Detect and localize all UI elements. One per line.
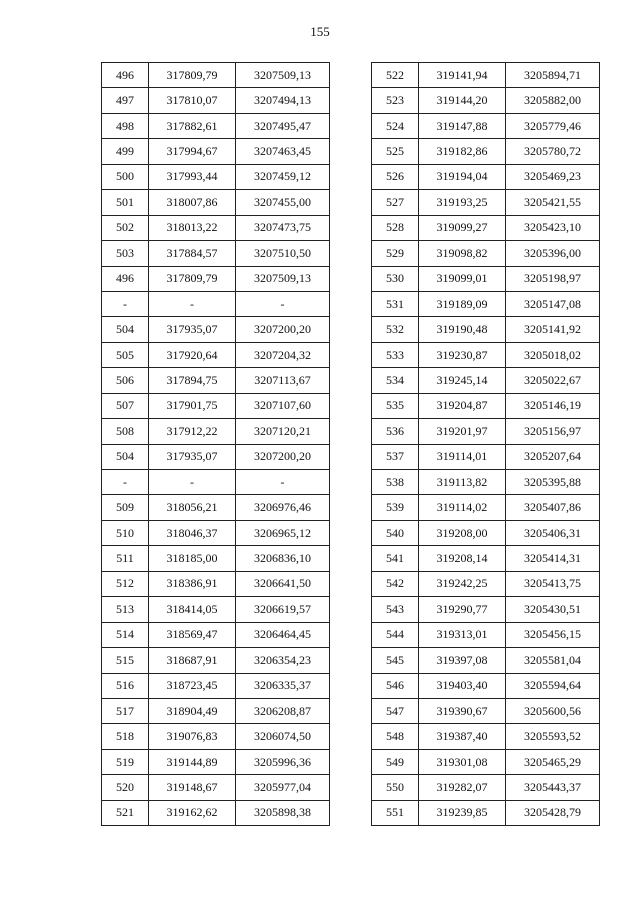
table-body	[372, 63, 600, 826]
table-row	[372, 139, 600, 164]
point-number-cell: 514	[102, 622, 149, 647]
table-row	[372, 495, 600, 520]
y-coordinate-cell: 3205882,00	[506, 88, 600, 113]
table-row	[102, 749, 330, 774]
point-number-cell: 521	[102, 800, 149, 825]
table-row	[102, 597, 330, 622]
x-coordinate-cell: 319390,67	[419, 698, 506, 723]
table-row	[372, 546, 600, 571]
x-coordinate-cell: 319144,20	[419, 88, 506, 113]
point-number-cell: 525	[372, 139, 419, 164]
table-row	[102, 444, 330, 469]
x-coordinate-cell: 319099,01	[419, 266, 506, 291]
y-coordinate-cell: 3205413,75	[506, 571, 600, 596]
y-coordinate-cell: 3205396,00	[506, 241, 600, 266]
point-number-cell: 551	[372, 800, 419, 825]
x-coordinate-cell: 317882,61	[149, 113, 236, 138]
x-coordinate-cell: 319190,48	[419, 317, 506, 342]
point-number-cell: 543	[372, 597, 419, 622]
point-number-cell: 536	[372, 419, 419, 444]
table-row	[102, 393, 330, 418]
point-number-cell: 509	[102, 495, 149, 520]
y-coordinate-cell: 3205423,10	[506, 215, 600, 240]
table-row	[102, 342, 330, 367]
table-row	[372, 775, 600, 800]
y-coordinate-cell: 3206335,37	[236, 673, 330, 698]
point-number-cell: 504	[102, 317, 149, 342]
x-coordinate-cell: 317810,07	[149, 88, 236, 113]
point-number-cell: 504	[102, 444, 149, 469]
point-number-cell: -	[102, 470, 149, 495]
point-number-cell: 547	[372, 698, 419, 723]
x-coordinate-cell: 318569,47	[149, 622, 236, 647]
point-number-cell: 496	[102, 266, 149, 291]
point-number-cell: 511	[102, 546, 149, 571]
y-coordinate-cell: 3205018,02	[506, 342, 600, 367]
point-number-cell: 548	[372, 724, 419, 749]
table-row	[102, 63, 330, 88]
x-coordinate-cell: 317920,64	[149, 342, 236, 367]
y-coordinate-cell: 3205996,36	[236, 749, 330, 774]
x-coordinate-cell: 319114,02	[419, 495, 506, 520]
x-coordinate-cell: 317993,44	[149, 164, 236, 189]
coordinates-table-left	[101, 62, 330, 826]
point-number-cell: 516	[102, 673, 149, 698]
table-row	[102, 571, 330, 596]
x-coordinate-cell: 317884,57	[149, 241, 236, 266]
table-row	[372, 597, 600, 622]
table-row	[102, 139, 330, 164]
x-coordinate-cell: 319239,85	[419, 800, 506, 825]
x-coordinate-cell: 318007,86	[149, 190, 236, 215]
table-row	[372, 571, 600, 596]
y-coordinate-cell: 3205147,08	[506, 291, 600, 316]
x-coordinate-cell: -	[149, 470, 236, 495]
x-coordinate-cell: 319144,89	[149, 749, 236, 774]
x-coordinate-cell: 319387,40	[419, 724, 506, 749]
x-coordinate-cell: 317809,79	[149, 266, 236, 291]
table-row	[102, 775, 330, 800]
table-row	[372, 470, 600, 495]
point-number-cell: 535	[372, 393, 419, 418]
x-coordinate-cell: 319114,01	[419, 444, 506, 469]
point-number-cell: 538	[372, 470, 419, 495]
y-coordinate-cell: 3205456,15	[506, 622, 600, 647]
point-number-cell: 498	[102, 113, 149, 138]
point-number-cell: 529	[372, 241, 419, 266]
point-number-cell: 496	[102, 63, 149, 88]
x-coordinate-cell: 319194,04	[419, 164, 506, 189]
table-row	[372, 673, 600, 698]
x-coordinate-cell: 317901,75	[149, 393, 236, 418]
x-coordinate-cell: 318904,49	[149, 698, 236, 723]
x-coordinate-cell: 319182,86	[419, 139, 506, 164]
x-coordinate-cell: 319193,25	[419, 190, 506, 215]
x-coordinate-cell: 319245,14	[419, 368, 506, 393]
point-number-cell: 527	[372, 190, 419, 215]
y-coordinate-cell: 3207509,13	[236, 63, 330, 88]
y-coordinate-cell: 3205581,04	[506, 648, 600, 673]
page-number: 155	[310, 24, 330, 39]
y-coordinate-cell: 3207510,50	[236, 241, 330, 266]
x-coordinate-cell: -	[149, 291, 236, 316]
x-coordinate-cell: 319076,83	[149, 724, 236, 749]
y-coordinate-cell: 3206464,45	[236, 622, 330, 647]
y-coordinate-cell: 3205779,46	[506, 113, 600, 138]
x-coordinate-cell: 317894,75	[149, 368, 236, 393]
x-coordinate-cell: 319099,27	[419, 215, 506, 240]
point-number-cell: -	[102, 291, 149, 316]
y-coordinate-cell: 3207200,20	[236, 444, 330, 469]
point-number-cell: 546	[372, 673, 419, 698]
point-number-cell: 497	[102, 88, 149, 113]
table-row	[372, 520, 600, 545]
x-coordinate-cell: 319403,40	[419, 673, 506, 698]
x-coordinate-cell: 319141,94	[419, 63, 506, 88]
point-number-cell: 524	[372, 113, 419, 138]
point-number-cell: 522	[372, 63, 419, 88]
x-coordinate-cell: 319147,88	[419, 113, 506, 138]
x-coordinate-cell: 319242,25	[419, 571, 506, 596]
table-row	[372, 113, 600, 138]
x-coordinate-cell: 317935,07	[149, 444, 236, 469]
point-number-cell: 503	[102, 241, 149, 266]
table-row	[372, 419, 600, 444]
y-coordinate-cell: 3205198,97	[506, 266, 600, 291]
y-coordinate-cell: 3205465,29	[506, 749, 600, 774]
table-row	[372, 724, 600, 749]
y-coordinate-cell: 3207107,60	[236, 393, 330, 418]
y-coordinate-cell: 3205414,31	[506, 546, 600, 571]
table-row	[372, 444, 600, 469]
x-coordinate-cell: 317935,07	[149, 317, 236, 342]
x-coordinate-cell: 319148,67	[149, 775, 236, 800]
table-row	[372, 648, 600, 673]
x-coordinate-cell: 318046,37	[149, 520, 236, 545]
table-row	[102, 673, 330, 698]
y-coordinate-cell: 3206354,23	[236, 648, 330, 673]
point-number-cell: 505	[102, 342, 149, 367]
x-coordinate-cell: 319282,07	[419, 775, 506, 800]
point-number-cell: 515	[102, 648, 149, 673]
x-coordinate-cell: 319098,82	[419, 241, 506, 266]
y-coordinate-cell: 3207473,75	[236, 215, 330, 240]
point-number-cell: 534	[372, 368, 419, 393]
y-coordinate-cell: -	[236, 470, 330, 495]
table-row	[372, 291, 600, 316]
x-coordinate-cell: 319204,87	[419, 393, 506, 418]
table-row	[372, 215, 600, 240]
x-coordinate-cell: 318687,91	[149, 648, 236, 673]
y-coordinate-cell: 3207200,20	[236, 317, 330, 342]
y-coordinate-cell: 3206976,46	[236, 495, 330, 520]
y-coordinate-cell: 3206619,57	[236, 597, 330, 622]
point-number-cell: 510	[102, 520, 149, 545]
table-row	[372, 190, 600, 215]
table-row	[372, 63, 600, 88]
table-row	[102, 495, 330, 520]
point-number-cell: 506	[102, 368, 149, 393]
table-row	[102, 241, 330, 266]
x-coordinate-cell: 319113,82	[419, 470, 506, 495]
y-coordinate-cell: 3205156,97	[506, 419, 600, 444]
point-number-cell: 544	[372, 622, 419, 647]
table-row	[102, 419, 330, 444]
table-row	[372, 317, 600, 342]
x-coordinate-cell: 319201,97	[419, 419, 506, 444]
table-row	[372, 698, 600, 723]
table-row	[102, 164, 330, 189]
y-coordinate-cell: 3205430,51	[506, 597, 600, 622]
x-coordinate-cell: 319208,14	[419, 546, 506, 571]
x-coordinate-cell: 319313,01	[419, 622, 506, 647]
table-row	[102, 317, 330, 342]
table-body	[102, 63, 330, 826]
table-row	[102, 88, 330, 113]
x-coordinate-cell: 318386,91	[149, 571, 236, 596]
table-row	[372, 749, 600, 774]
point-number-cell: 541	[372, 546, 419, 571]
table-row	[372, 342, 600, 367]
x-coordinate-cell: 319290,77	[419, 597, 506, 622]
point-number-cell: 533	[372, 342, 419, 367]
point-number-cell: 499	[102, 139, 149, 164]
point-number-cell: 520	[102, 775, 149, 800]
y-coordinate-cell: 3205407,86	[506, 495, 600, 520]
x-coordinate-cell: 319189,09	[419, 291, 506, 316]
point-number-cell: 532	[372, 317, 419, 342]
table-row	[102, 113, 330, 138]
y-coordinate-cell: 3205443,37	[506, 775, 600, 800]
y-coordinate-cell: 3207120,21	[236, 419, 330, 444]
point-number-cell: 500	[102, 164, 149, 189]
table-row	[102, 724, 330, 749]
y-coordinate-cell: 3207494,13	[236, 88, 330, 113]
x-coordinate-cell: 318414,05	[149, 597, 236, 622]
x-coordinate-cell: 319301,08	[419, 749, 506, 774]
table-row	[372, 393, 600, 418]
table-row	[102, 698, 330, 723]
point-number-cell: 518	[102, 724, 149, 749]
coordinates-table-right	[371, 62, 600, 826]
y-coordinate-cell: 3205428,79	[506, 800, 600, 825]
point-number-cell: 501	[102, 190, 149, 215]
y-coordinate-cell: 3206836,10	[236, 546, 330, 571]
y-coordinate-cell: 3206965,12	[236, 520, 330, 545]
x-coordinate-cell: 317809,79	[149, 63, 236, 88]
x-coordinate-cell: 318185,00	[149, 546, 236, 571]
table-row	[372, 88, 600, 113]
x-coordinate-cell: 318056,21	[149, 495, 236, 520]
x-coordinate-cell: 317912,22	[149, 419, 236, 444]
y-coordinate-cell: 3207509,13	[236, 266, 330, 291]
y-coordinate-cell: 3207113,67	[236, 368, 330, 393]
table-row	[102, 291, 330, 316]
point-number-cell: 523	[372, 88, 419, 113]
point-number-cell: 513	[102, 597, 149, 622]
point-number-cell: 502	[102, 215, 149, 240]
x-coordinate-cell: 318723,45	[149, 673, 236, 698]
y-coordinate-cell: 3207459,12	[236, 164, 330, 189]
point-number-cell: 528	[372, 215, 419, 240]
y-coordinate-cell: 3205022,67	[506, 368, 600, 393]
x-coordinate-cell: 319208,00	[419, 520, 506, 545]
table-row	[102, 190, 330, 215]
point-number-cell: 507	[102, 393, 149, 418]
y-coordinate-cell: -	[236, 291, 330, 316]
point-number-cell: 537	[372, 444, 419, 469]
y-coordinate-cell: 3205421,55	[506, 190, 600, 215]
table-row	[372, 622, 600, 647]
y-coordinate-cell: 3207463,45	[236, 139, 330, 164]
y-coordinate-cell: 3205600,56	[506, 698, 600, 723]
y-coordinate-cell: 3207204,32	[236, 342, 330, 367]
point-number-cell: 519	[102, 749, 149, 774]
y-coordinate-cell: 3205141,92	[506, 317, 600, 342]
point-number-cell: 539	[372, 495, 419, 520]
y-coordinate-cell: 3205406,31	[506, 520, 600, 545]
y-coordinate-cell: 3205469,23	[506, 164, 600, 189]
y-coordinate-cell: 3207455,00	[236, 190, 330, 215]
point-number-cell: 550	[372, 775, 419, 800]
table-row	[102, 622, 330, 647]
y-coordinate-cell: 3205207,64	[506, 444, 600, 469]
table-row	[372, 368, 600, 393]
table-row	[102, 215, 330, 240]
point-number-cell: 545	[372, 648, 419, 673]
point-number-cell: 531	[372, 291, 419, 316]
point-number-cell: 540	[372, 520, 419, 545]
table-row	[102, 546, 330, 571]
table-row	[372, 164, 600, 189]
point-number-cell: 549	[372, 749, 419, 774]
y-coordinate-cell: 3205780,72	[506, 139, 600, 164]
table-row	[102, 266, 330, 291]
table-row	[372, 266, 600, 291]
x-coordinate-cell: 319230,87	[419, 342, 506, 367]
x-coordinate-cell: 317994,67	[149, 139, 236, 164]
x-coordinate-cell: 319162,62	[149, 800, 236, 825]
y-coordinate-cell: 3205977,04	[236, 775, 330, 800]
y-coordinate-cell: 3205395,88	[506, 470, 600, 495]
y-coordinate-cell: 3205146,19	[506, 393, 600, 418]
table-row	[102, 648, 330, 673]
point-number-cell: 517	[102, 698, 149, 723]
point-number-cell: 542	[372, 571, 419, 596]
x-coordinate-cell: 319397,08	[419, 648, 506, 673]
y-coordinate-cell: 3206074,50	[236, 724, 330, 749]
table-row	[102, 368, 330, 393]
y-coordinate-cell: 3205894,71	[506, 63, 600, 88]
y-coordinate-cell: 3206641,50	[236, 571, 330, 596]
y-coordinate-cell: 3207495,47	[236, 113, 330, 138]
point-number-cell: 508	[102, 419, 149, 444]
point-number-cell: 512	[102, 571, 149, 596]
table-row	[372, 241, 600, 266]
table-row	[372, 800, 600, 825]
y-coordinate-cell: 3205593,52	[506, 724, 600, 749]
x-coordinate-cell: 318013,22	[149, 215, 236, 240]
y-coordinate-cell: 3206208,87	[236, 698, 330, 723]
table-row	[102, 470, 330, 495]
y-coordinate-cell: 3205898,38	[236, 800, 330, 825]
point-number-cell: 530	[372, 266, 419, 291]
point-number-cell: 526	[372, 164, 419, 189]
table-row	[102, 800, 330, 825]
y-coordinate-cell: 3205594,64	[506, 673, 600, 698]
table-row	[102, 520, 330, 545]
